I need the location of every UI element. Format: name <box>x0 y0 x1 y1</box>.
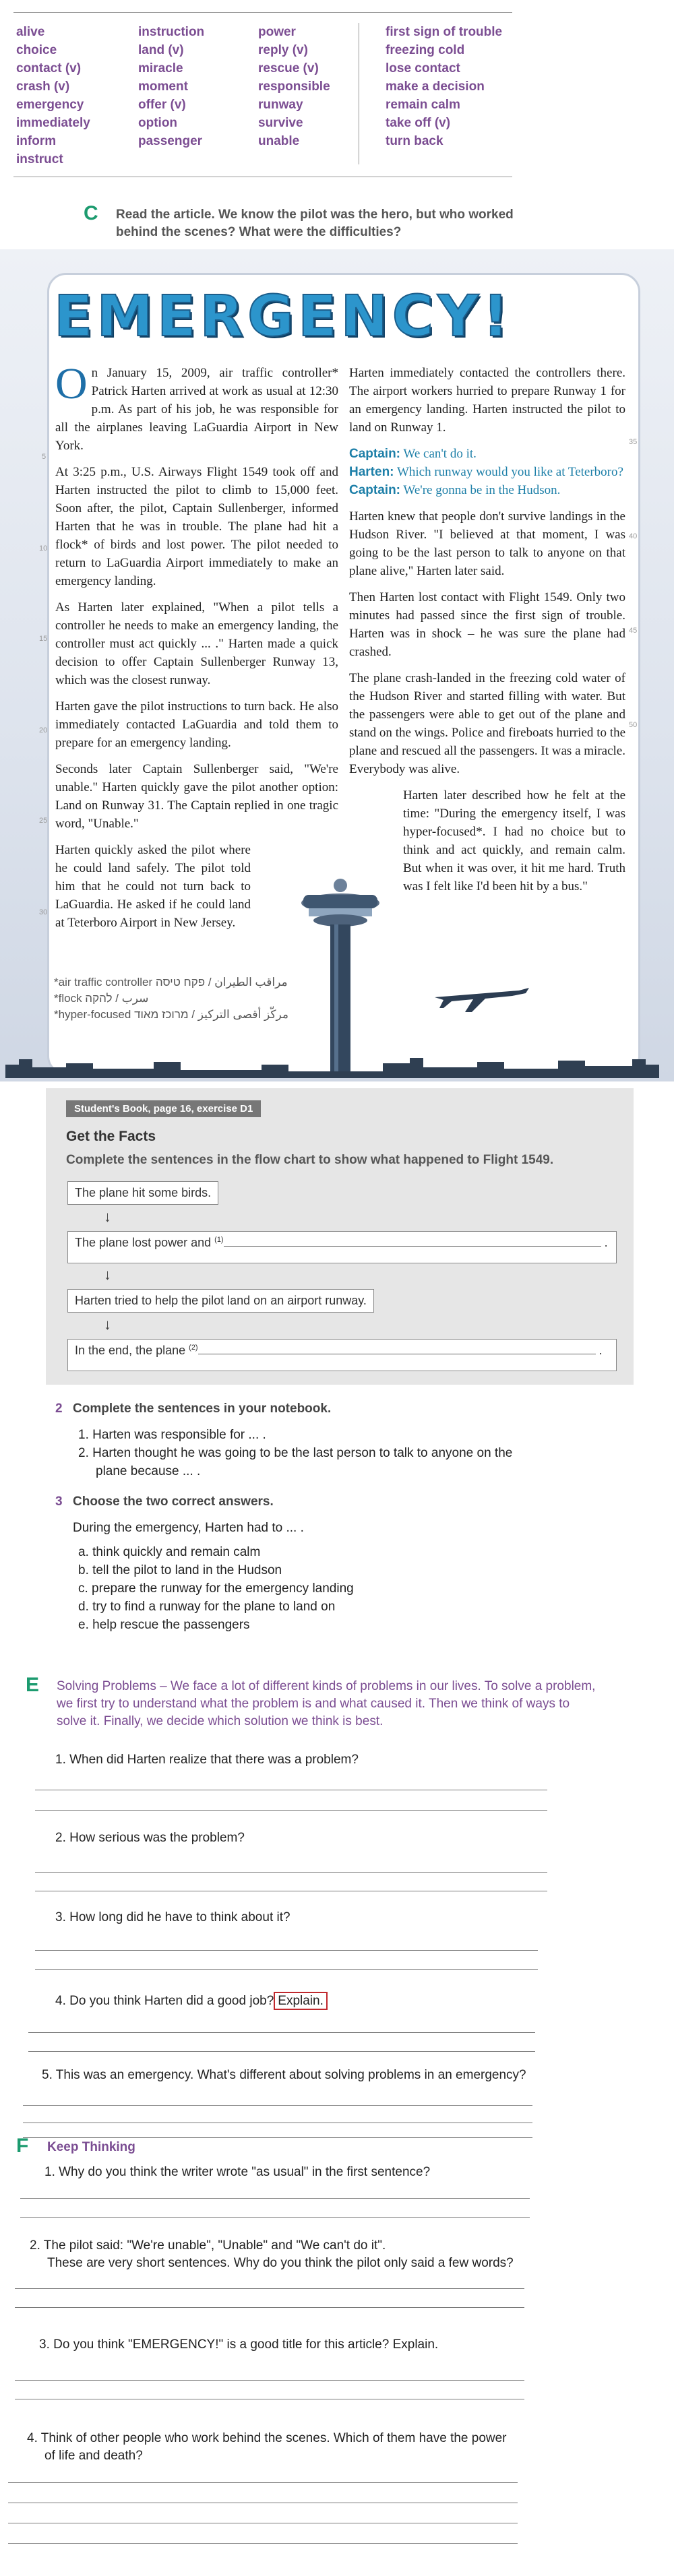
word-bank <box>0 0 674 182</box>
word-bank-column-2 <box>138 23 204 150</box>
answer-option[interactable]: a. think quickly and remain calm <box>78 1545 261 1559</box>
question-e3: 3. How long did he have to think about it? <box>55 1910 290 1924</box>
answer-line[interactable] <box>23 2105 532 2106</box>
exercise-2-items <box>78 1426 617 1480</box>
word-item: moment <box>138 80 188 94</box>
word-item: runway <box>258 98 303 112</box>
period: . <box>604 1236 608 1249</box>
exercise-2-number: 2 <box>55 1402 63 1416</box>
glossary-item: *hyper-focused مركّز أقصى التركيز / מרוכז מאוד <box>54 1008 288 1021</box>
question-text: 2. The pilot said: "We're unable", "Unable" and "We can't do it". <box>30 2238 386 2253</box>
answer-line[interactable] <box>23 2137 532 2138</box>
answer-line[interactable] <box>15 2307 524 2308</box>
exercise-3-number: 3 <box>55 1495 63 1509</box>
article-paragraph: Harten later described how he felt at the time: "During the emergency itself, I was hyper-focused*. I had no choice but to think and act quickly, and remain calm. But when it was over, it hit me hard. Truth was I felt like I'd been hit by a bus." <box>403 788 625 893</box>
city-skyline-illustration <box>5 1044 659 1078</box>
question-e4 <box>55 1992 328 2010</box>
word-bank-column-1 <box>16 23 90 168</box>
word-item: reply (v) <box>258 43 308 57</box>
line-number: 10 <box>39 544 48 553</box>
answer-line[interactable] <box>28 2051 535 2052</box>
word-item: inform <box>16 134 57 148</box>
answer-line[interactable] <box>35 1969 538 1970</box>
word-item: responsible <box>258 80 330 94</box>
line-number: 40 <box>629 532 638 540</box>
flow-arrow-icon: ↓ <box>104 1316 111 1333</box>
article-paragraph: Then Harten lost contact with Flight 1549. Only two minutes had passed since the first sign of trouble. Harten was in shock – he was sure the plane had crashed. <box>349 590 625 659</box>
question-f3: 3. Do you think "EMERGENCY!" is a good title for this article? Explain. <box>39 2337 439 2352</box>
word-item: rescue (v) <box>258 61 319 75</box>
question-f1: 1. Why do you think the writer wrote "as usual" in the first sentence? <box>44 2165 431 2179</box>
facts-reference-tag: Student's Book, page 16, exercise D1 <box>66 1100 261 1117</box>
word-item: land (v) <box>138 43 184 57</box>
answer-line[interactable] <box>15 2288 524 2289</box>
word-item: unable <box>258 134 300 148</box>
word-item: instruct <box>16 152 63 166</box>
word-bank-column-4 <box>386 23 502 150</box>
dialog-speaker: Captain: <box>349 447 400 461</box>
answer-option[interactable]: e. help rescue the passengers <box>78 1618 250 1632</box>
blank-line-1[interactable] <box>224 1246 601 1247</box>
section-e-letter: E <box>26 1674 40 1696</box>
word-item: power <box>258 25 296 39</box>
article-paragraph: At 3:25 p.m., U.S. Airways Flight 1549 took off and Harten instructed the pilot to climb to 15,000 feet. Soon after, the pilot, Captain Sullenberger, informed Harten that he was in trouble. The plane had hit a flock* of birds and lost power. The pilot needed to return to LaGuardia Airport immediately to make an emergency landing. <box>55 465 338 588</box>
question-text: 4. Think of other people who work behind the scenes. Which of them have the power <box>27 2431 507 2445</box>
word-item: take off (v) <box>386 116 451 130</box>
line-number: 45 <box>629 627 638 635</box>
word-item: lose contact <box>386 61 460 75</box>
exercise-2-heading: Complete the sentences in your notebook. <box>73 1402 332 1416</box>
exercise-item: 2. Harten thought he was going to be the last person to talk to anyone on the <box>78 1446 513 1460</box>
blank-number: (2) <box>189 1344 198 1352</box>
answer-line[interactable] <box>8 2543 518 2544</box>
get-the-facts-panel <box>46 1088 634 1385</box>
control-tower-illustration <box>297 876 384 1071</box>
period: . <box>599 1344 603 1357</box>
answer-line[interactable] <box>15 2380 524 2381</box>
flow-box-1: The plane hit some birds. <box>67 1181 218 1205</box>
word-item: option <box>138 116 178 130</box>
word-item: alive <box>16 25 45 39</box>
question-text: These are very short sentences. Why do you think the pilot only said a few words? <box>47 2256 514 2270</box>
article-paragraph: Harten immediately contacted the controllers there. The airport workers hurried to prepare Runway 1 for an emergency landing. Harten instructed the pilot to land on Runway 1. <box>349 366 625 435</box>
paragraph-text: n January 15, 2009, air traffic controller* Patrick Harten arrived at work as usual at 12:30 p.m. As part of his job, he was responsible for all the airplanes leaving LaGuardia Airport in New York. <box>55 366 338 453</box>
word-item: remain calm <box>386 98 460 112</box>
dialog-text: Which runway would you like at Teterboro? <box>396 465 623 479</box>
question-f2 <box>30 2237 514 2272</box>
word-item: survive <box>258 116 303 130</box>
question-text: of life and death? <box>44 2449 143 2463</box>
glossary <box>54 974 288 1023</box>
word-item: make a decision <box>386 80 485 94</box>
answer-option[interactable]: b. tell the pilot to land in the Hudson <box>78 1563 282 1577</box>
line-number: 25 <box>39 817 48 825</box>
flow-box-2 <box>67 1231 617 1263</box>
flow-box-text: The plane lost power and <box>75 1236 212 1249</box>
line-number: 5 <box>42 453 47 461</box>
glossary-item: *flock سرب / להקה <box>54 992 149 1005</box>
line-number: 30 <box>39 908 48 916</box>
airplane-icon <box>431 970 532 1017</box>
word-item: offer (v) <box>138 98 186 112</box>
exercise-3-options <box>78 1543 354 1634</box>
word-item: freezing cold <box>386 43 465 57</box>
line-number: 15 <box>39 635 48 643</box>
word-item: instruction <box>138 25 205 39</box>
article-paragraph: Harten gave the pilot instructions to turn back. He also immediately contacted LaGuardia and told them to prepare for an emergency landing. <box>55 699 338 750</box>
question-e5: 5. This was an emergency. What's different about solving problems in an emergency? <box>42 2068 526 2082</box>
question-e1: 1. When did Harten realize that there was a problem? <box>55 1753 359 1767</box>
answer-line[interactable] <box>8 2482 518 2483</box>
flow-arrow-icon: ↓ <box>104 1266 111 1283</box>
word-item: first sign of trouble <box>386 25 503 39</box>
dialog-line <box>349 463 625 481</box>
flow-box-text: In the end, the plane <box>75 1344 186 1357</box>
exercise-item: plane because ... . <box>96 1464 201 1478</box>
section-c-instruction: Read the article. We know the pilot was the hero, but who worked behind the scenes? What were the difficulties? <box>116 208 514 239</box>
article-paragraph: As Harten later explained, "When a pilot tells a controller he needs to make an emergency landing, the controller must act quickly ... ." Harten made a quick decision to offer Captain Sullenberger Runway 13, which was the closest runway. <box>55 600 338 687</box>
answer-line[interactable] <box>35 1950 538 1951</box>
question-f4 <box>27 2430 507 2465</box>
flow-box-4 <box>67 1339 617 1371</box>
word-item: miracle <box>138 61 183 75</box>
exercise-3-heading: Choose the two correct answers. <box>73 1495 274 1509</box>
glossary-item: *air traffic controller مراقب الطيران / פקח טיסה <box>54 976 288 988</box>
section-c-letter: C <box>84 202 98 224</box>
answer-option[interactable]: c. prepare the runway for the emergency landing <box>78 1581 354 1596</box>
blank-number: (1) <box>214 1236 224 1244</box>
dialog-line <box>349 445 625 463</box>
article-paragraph: Harten quickly asked the pilot where he could land safely. The pilot told him that he could not turn back to LaGuardia. He asked if he could land at Teterboro Airport in New Jersey. <box>55 843 251 930</box>
word-item: immediately <box>16 116 90 130</box>
article-paragraph <box>55 359 338 455</box>
article-paragraph: The plane crash-landed in the freezing cold water of the Hudson River and started filling with water. But the passengers were able to get out of the plane and stand on the wings. Police and fireboats hurried to the plane and rescued all the passengers. It was a miracle. Everybody was alive. <box>349 671 625 776</box>
dialog-line <box>349 481 625 499</box>
keep-thinking-heading: Keep Thinking <box>47 2140 135 2154</box>
explain-highlight-box: Explain. <box>274 1992 328 2010</box>
answer-line[interactable] <box>20 2198 530 2199</box>
word-item: crash (v) <box>16 80 70 94</box>
question-text: 4. Do you think Harten did a good job? <box>55 1994 274 2008</box>
word-item: contact (v) <box>16 61 82 75</box>
section-e-intro: Solving Problems – We face a lot of different kinds of problems in our lives. To solve a problem, we first try to understand what the problem is and what caused it. Then we think of ways to solve it. Finally, we decide which solution we think is best. <box>57 1679 596 1728</box>
answer-option[interactable]: d. try to find a runway for the plane to land on <box>78 1600 336 1614</box>
answer-line[interactable] <box>35 1872 547 1873</box>
dialog-text: We can't do it. <box>403 447 477 461</box>
facts-title: Get the Facts <box>66 1129 156 1144</box>
line-number: 50 <box>629 721 638 729</box>
article-left-column <box>55 359 338 940</box>
exercise-item: 1. Harten was responsible for ... . <box>78 1428 266 1442</box>
word-bank-column-3 <box>258 23 330 150</box>
word-item: emergency <box>16 98 84 112</box>
question-e2: 2. How serious was the problem? <box>55 1831 245 1845</box>
exercise-3-stem: During the emergency, Harten had to ... . <box>73 1521 304 1535</box>
dialog-block <box>349 445 625 499</box>
dialog-speaker: Captain: <box>349 483 400 497</box>
dialog-speaker: Harten: <box>349 465 394 479</box>
dialog-text: We're gonna be in the Hudson. <box>403 483 561 497</box>
article-title: EMERGENCY! <box>54 283 513 349</box>
word-item: turn back <box>386 134 443 148</box>
article-right-column <box>349 364 625 904</box>
word-item: choice <box>16 43 57 57</box>
line-number: 35 <box>629 438 638 446</box>
facts-instruction: Complete the sentences in the flow chart to show what happened to Flight 1549. <box>66 1153 554 1167</box>
flow-arrow-icon: ↓ <box>104 1208 111 1225</box>
article-paragraph: Seconds later Captain Sullenberger said, "We're unable." Harten quickly gave the pilot another option: Land on Runway 31. The Captain replied in one tragic word, "Unable." <box>55 762 338 831</box>
section-f-letter: F <box>16 2135 29 2157</box>
drop-cap: O <box>55 359 88 408</box>
line-number: 20 <box>39 726 48 734</box>
answer-line[interactable] <box>20 2217 530 2218</box>
answer-line[interactable] <box>35 1810 547 1811</box>
word-item: passenger <box>138 134 203 148</box>
article-paragraph: Harten knew that people don't survive landings in the Hudson River. "I believed at that moment, I was going to be the last person to talk to anyone on that plane alive," Harten later said. <box>349 509 625 578</box>
word-bank-top-rule <box>13 12 512 13</box>
answer-line[interactable] <box>28 2032 535 2033</box>
flow-box-3: Harten tried to help the pilot land on an airport runway. <box>67 1289 374 1313</box>
